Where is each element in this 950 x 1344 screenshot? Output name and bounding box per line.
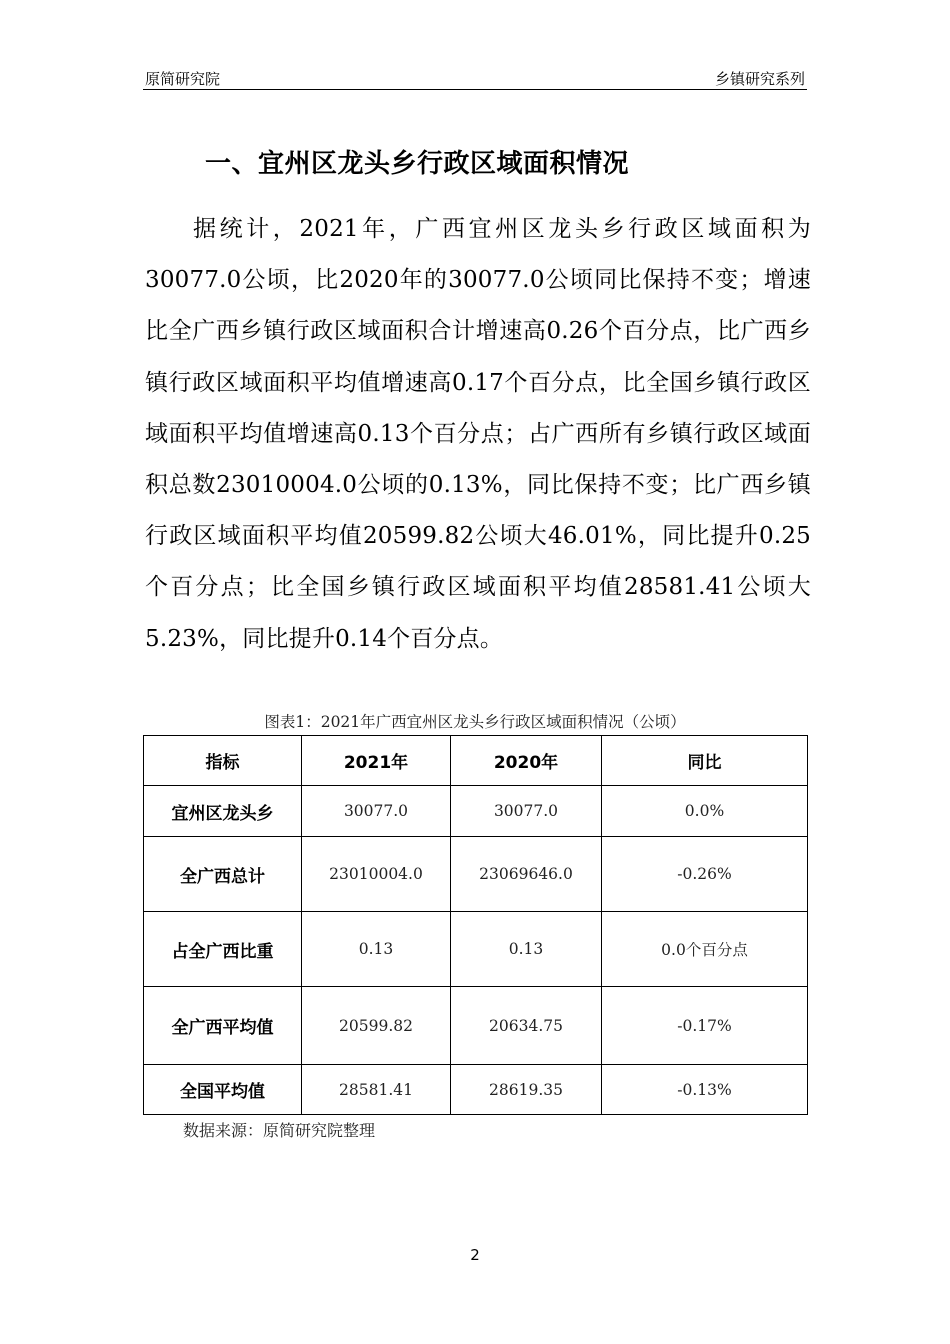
cell-2020: 30077.0 <box>451 786 602 837</box>
data-source-note: 数据来源：原简研究院整理 <box>183 1121 376 1140</box>
body-paragraph: 据统计，2021年，广西宜州区龙头乡行政区域面积为30077.0公顷，比2020年的30077.0公顷同比保持不变；增速比全广西乡镇行政区域面积合计增速高0.26个百分点，比广西乡镇行政区域面积平均值增速高0.17个百分点，比全国乡镇行政区域面积平均值增速高0.13个百分点；占广西所有乡镇行政区域面积总数23010004.0公顷的0.13%，同比保持不变；比广西乡镇行政区域面积平均值20599.82公顷大46.01%，同比提升0.25个百分点；比全国乡镇行政区域面积平均值28581.41公顷大5.23%，同比提升0.14个百分点。 <box>145 216 811 652</box>
cell-yoy: -0.13% <box>602 1065 808 1115</box>
header-cell-2021: 2021年 <box>302 736 451 786</box>
cell-2021: 28581.41 <box>302 1065 451 1115</box>
header-cell-2020: 2020年 <box>451 736 602 786</box>
cell-2021: 23010004.0 <box>302 837 451 912</box>
row-label: 全广西总计 <box>144 837 302 912</box>
table-row <box>144 837 808 912</box>
header-org-name: 原简研究院 <box>145 70 221 88</box>
cell-2020: 20634.75 <box>451 987 602 1065</box>
table-row <box>144 987 808 1065</box>
row-label: 全广西平均值 <box>144 987 302 1065</box>
cell-yoy: -0.26% <box>602 837 808 912</box>
row-label: 宜州区龙头乡 <box>144 786 302 837</box>
row-label: 占全广西比重 <box>144 912 302 987</box>
table-row <box>144 1065 808 1115</box>
header-divider <box>143 89 807 90</box>
cell-yoy: 0.0% <box>602 786 808 837</box>
table-row <box>144 912 808 987</box>
header-series-name: 乡镇研究系列 <box>714 70 805 88</box>
section-title: 一、宜州区龙头乡行政区域面积情况 <box>205 149 630 179</box>
cell-2020: 23069646.0 <box>451 837 602 912</box>
table-header-row <box>144 736 808 786</box>
cell-2021: 30077.0 <box>302 786 451 837</box>
area-table <box>143 735 808 1115</box>
cell-2020: 0.13 <box>451 912 602 987</box>
cell-yoy: -0.17% <box>602 987 808 1065</box>
header-cell-yoy: 同比 <box>602 736 808 786</box>
header-cell-indicator: 指标 <box>144 736 302 786</box>
cell-2021: 20599.82 <box>302 987 451 1065</box>
cell-yoy: 0.0个百分点 <box>602 912 808 987</box>
table-caption: 图表1：2021年广西宜州区龙头乡行政区域面积情况（公顷） <box>264 713 686 731</box>
row-label: 全国平均值 <box>144 1065 302 1115</box>
cell-2020: 28619.35 <box>451 1065 602 1115</box>
cell-2021: 0.13 <box>302 912 451 987</box>
table-row <box>144 786 808 837</box>
page-number: 2 <box>470 1246 480 1264</box>
